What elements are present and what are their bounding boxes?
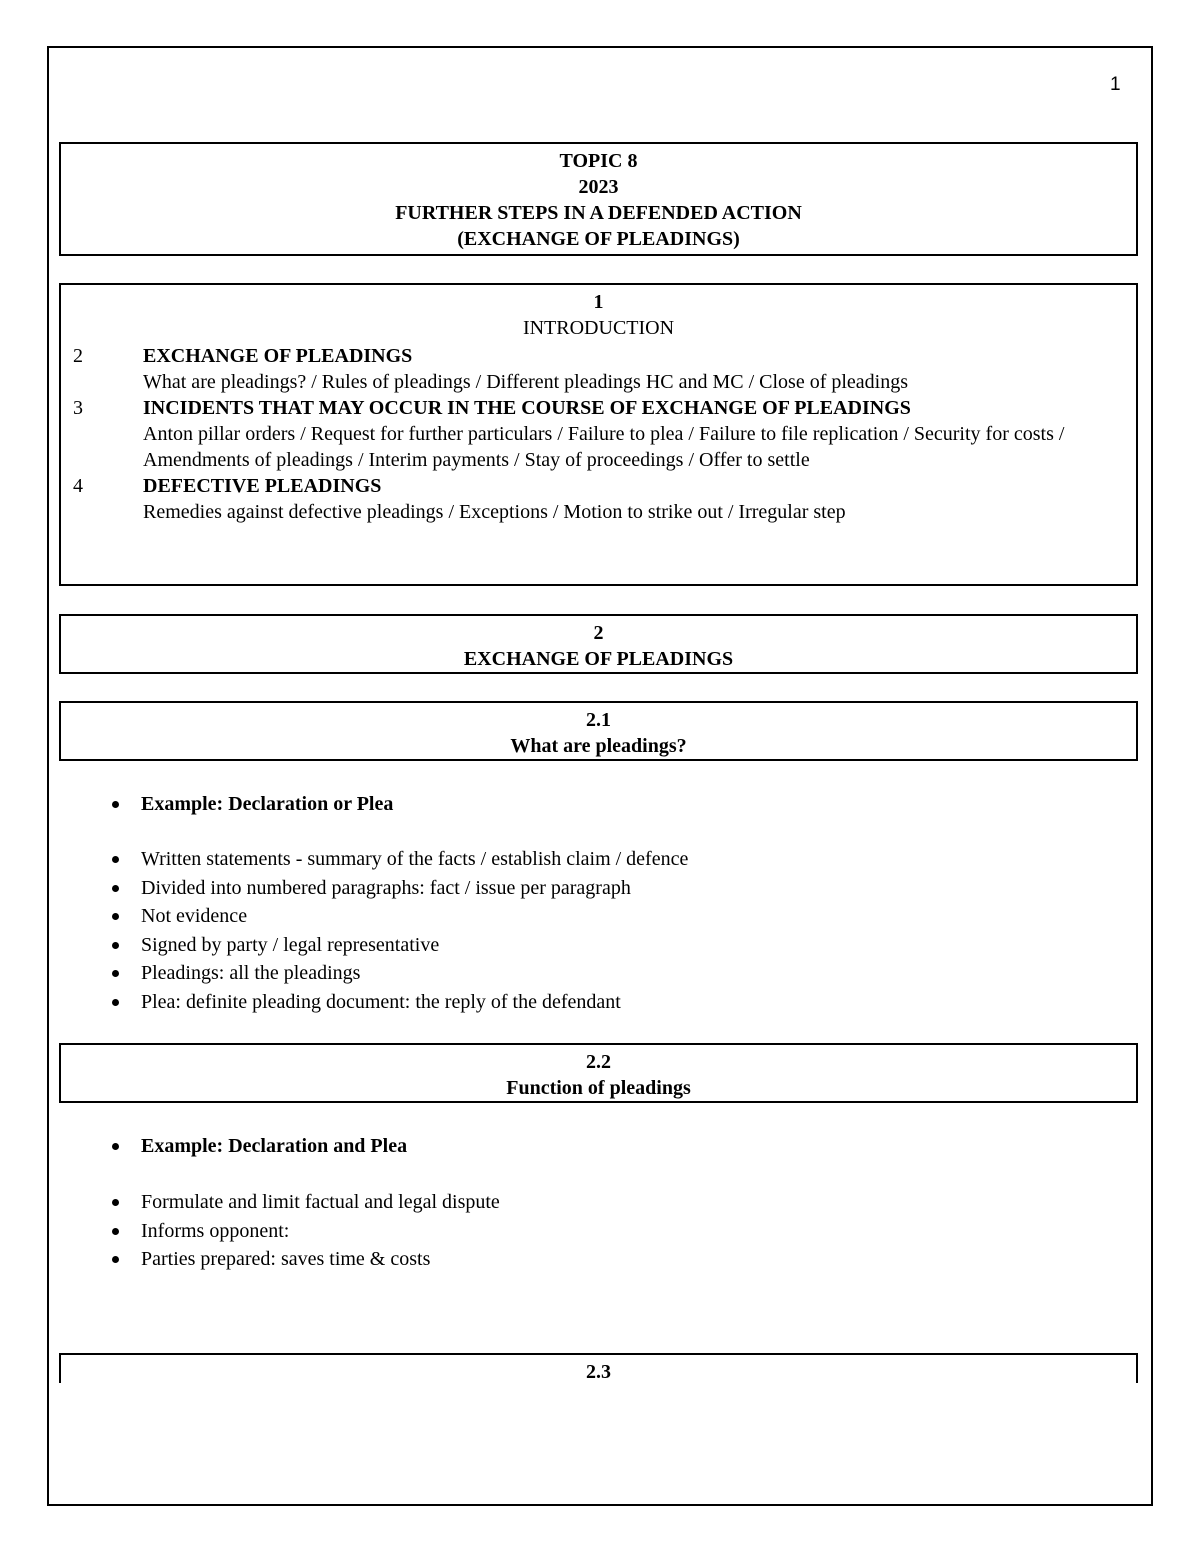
- intro-item-number: 3: [73, 397, 83, 419]
- document-subtitle: (EXCHANGE OF PLEADINGS): [457, 228, 740, 250]
- topic-label: TOPIC 8: [559, 150, 638, 172]
- section-2-1-title: What are pleadings?: [510, 735, 687, 757]
- example-bullet: Example: Declaration and Plea: [108, 1132, 1108, 1161]
- intro-item-heading: EXCHANGE OF PLEADINGS: [143, 345, 413, 367]
- list-item: Divided into numbered paragraphs: fact / issue per paragraph: [108, 874, 1108, 903]
- section-2-2-bullet-list: [108, 1188, 1108, 1274]
- list-item: Signed by party / legal representative: [108, 931, 1108, 960]
- intro-item: [61, 473, 1136, 525]
- section-2-2-title: Function of pleadings: [506, 1077, 691, 1099]
- year-label: 2023: [578, 176, 619, 198]
- intro-item-description: What are pleadings? / Rules of pleadings / Different pleadings HC and MC / Close of pleadings: [143, 371, 909, 393]
- intro-item-heading: DEFECTIVE PLEADINGS: [143, 475, 382, 497]
- section-2-1-example-list: [108, 790, 1108, 819]
- intro-item-description: Remedies against defective pleadings / Exceptions / Motion to strike out / Irregular step: [143, 501, 846, 523]
- intro-item: [61, 343, 1136, 395]
- intro-title: INTRODUCTION: [522, 317, 675, 339]
- section-2-title: EXCHANGE OF PLEADINGS: [463, 648, 734, 670]
- list-item: Written statements - summary of the facts / establish claim / defence: [108, 845, 1108, 874]
- intro-item-heading: INCIDENTS THAT MAY OCCUR IN THE COURSE OF EXCHANGE OF PLEADINGS: [143, 397, 911, 419]
- intro-number: 1: [593, 291, 604, 313]
- title-box: [59, 142, 1138, 256]
- list-item: Not evidence: [108, 902, 1108, 931]
- example-bullet: Example: Declaration or Plea: [108, 790, 1108, 819]
- section-2-2-number: 2.2: [586, 1051, 611, 1073]
- page-border: [47, 46, 1153, 1506]
- list-item: Pleadings: all the pleadings: [108, 959, 1108, 988]
- intro-item-number: 2: [73, 345, 83, 367]
- section-2-3-box: [59, 1353, 1138, 1383]
- section-2-1-number: 2.1: [586, 709, 611, 731]
- page-number: 1: [1110, 74, 1121, 95]
- document-title: FURTHER STEPS IN A DEFENDED ACTION: [395, 202, 802, 224]
- section-2-2-box: [59, 1043, 1138, 1103]
- section-2-3-number: 2.3: [586, 1361, 611, 1383]
- intro-item: [61, 395, 1136, 473]
- section-2-1-bullet-list: [108, 845, 1108, 1016]
- list-item: Formulate and limit factual and legal dispute: [108, 1188, 1108, 1217]
- section-2-1-box: [59, 701, 1138, 761]
- introduction-box: [59, 283, 1138, 586]
- section-2-box: [59, 614, 1138, 674]
- list-item: Informs opponent:: [108, 1217, 1108, 1246]
- intro-item-description: Anton pillar orders / Request for further particulars / Failure to plea / Failure to file replication / Security for costs / Amendments of pleadings / Interim payments / Stay of proceedings / Offer to settle: [143, 423, 1065, 471]
- list-item: Plea: definite pleading document: the reply of the defendant: [108, 988, 1108, 1017]
- list-item: Parties prepared: saves time & costs: [108, 1245, 1108, 1274]
- section-2-number: 2: [593, 622, 604, 644]
- section-2-2-example-list: [108, 1132, 1108, 1161]
- intro-item-number: 4: [73, 475, 83, 497]
